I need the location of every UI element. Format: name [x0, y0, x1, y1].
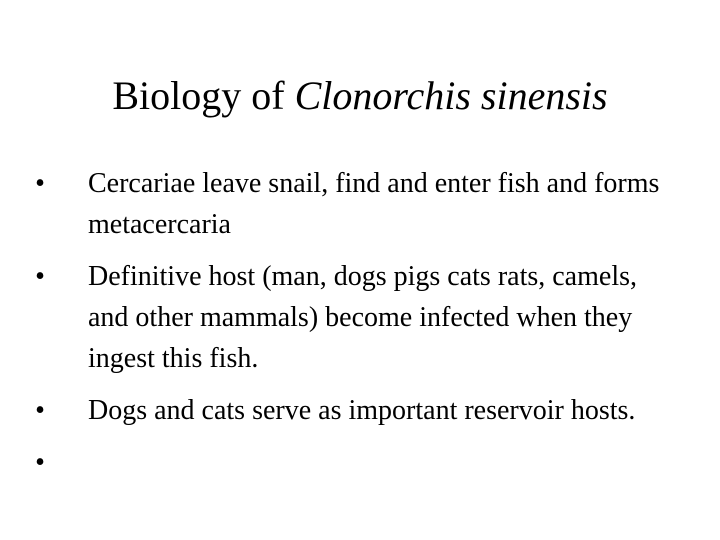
bullet-item: [30, 163, 680, 245]
bullet-marker: •: [35, 447, 45, 478]
slide-title-prefix: Biology of: [112, 73, 295, 118]
bullet-marker: •: [35, 395, 45, 426]
bullet-text: Dogs and cats serve as important reservoir hosts.: [88, 395, 636, 426]
bullet-marker: •: [35, 168, 45, 199]
bullet-item: [30, 256, 680, 379]
bullet-text: Cercariae leave snail, find and enter fish and forms metacercaria: [88, 168, 660, 240]
slide-title-species: Clonorchis sinensis: [294, 73, 608, 118]
bullet-text: Definitive host (man, dogs pigs cats rats, camels, and other mammals) become infected when they ingest this fish.: [88, 261, 637, 374]
bullet-item: [30, 390, 680, 431]
bullet-list: [30, 163, 680, 478]
bullet-marker: •: [35, 261, 45, 292]
slide-title: [0, 68, 720, 124]
